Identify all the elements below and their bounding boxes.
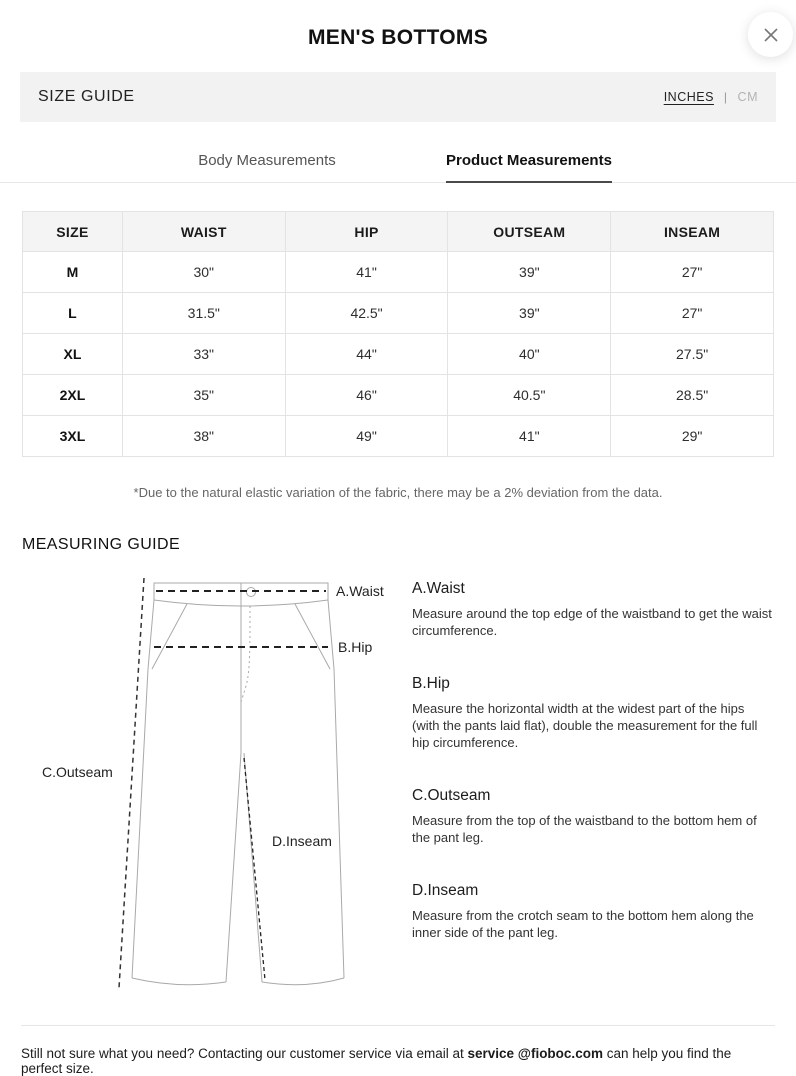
cell-inseam: 27" <box>611 293 774 334</box>
col-header-outseam: OUTSEAM <box>448 212 611 252</box>
col-header-waist: WAIST <box>122 212 285 252</box>
diagram-label-inseam: D.Inseam <box>272 833 332 849</box>
table-row <box>23 375 774 416</box>
close-icon <box>762 26 780 44</box>
guide-item-heading: C.Outseam <box>412 787 491 805</box>
cell-hip: 49" <box>285 416 448 457</box>
close-button[interactable] <box>748 12 793 57</box>
cell-outseam: 40.5" <box>448 375 611 416</box>
cell-inseam: 27" <box>611 252 774 293</box>
cell-inseam: 28.5" <box>611 375 774 416</box>
cell-outseam: 40" <box>448 334 611 375</box>
tab-product-measurements[interactable]: Product Measurements <box>398 152 660 182</box>
measuring-guide-section <box>22 570 774 1011</box>
cell-hip: 44" <box>285 334 448 375</box>
unit-separator: | <box>723 90 728 104</box>
diagram-label-outseam: C.Outseam <box>42 764 113 780</box>
cell-size: 2XL <box>23 375 123 416</box>
unit-toggle <box>664 90 758 104</box>
guide-item-heading: D.Inseam <box>412 882 479 900</box>
cell-hip: 41" <box>285 252 448 293</box>
cell-inseam: 29" <box>611 416 774 457</box>
cell-size: L <box>23 293 123 334</box>
modal-header <box>0 0 796 50</box>
guide-item-description: Measure around the top edge of the waistband to get the waist circumference. <box>412 606 772 638</box>
outseam-measure-line <box>119 578 144 988</box>
pants-diagram <box>22 570 404 1011</box>
guide-item-inseam <box>412 882 774 941</box>
left-inner-seam <box>226 753 241 982</box>
unit-inches[interactable]: INCHES <box>663 90 714 104</box>
diagram-label-hip: B.Hip <box>338 639 373 655</box>
pants-diagram-svg <box>22 570 404 1006</box>
size-guide-bar <box>20 72 776 122</box>
guide-item-description: Measure from the top of the waistband to the bottom hem of the pant leg. <box>412 813 757 845</box>
cell-waist: 31.5" <box>122 293 285 334</box>
footer-text-before: Still not sure what you need? Contacting our customer service via email at <box>21 1046 468 1061</box>
measurement-tabs <box>0 152 796 183</box>
guide-item-waist <box>412 580 774 639</box>
right-hem <box>262 978 344 985</box>
customer-service-footer <box>21 1025 775 1076</box>
table-row <box>23 252 774 293</box>
guide-item-outseam <box>412 787 774 846</box>
fly-seam <box>241 606 250 702</box>
cell-waist: 38" <box>122 416 285 457</box>
guide-item-hip <box>412 675 774 751</box>
size-guide-title: SIZE GUIDE <box>38 88 135 105</box>
right-side-seam <box>328 600 344 978</box>
cell-waist: 35" <box>122 375 285 416</box>
cell-size: M <box>23 252 123 293</box>
cell-waist: 33" <box>122 334 285 375</box>
table-header-row <box>23 212 774 252</box>
guide-item-description: Measure from the crotch seam to the bottom hem along the inner side of the pant leg. <box>412 908 754 940</box>
col-header-inseam: INSEAM <box>611 212 774 252</box>
table-row <box>23 293 774 334</box>
footer-email: service @fioboc.com <box>467 1046 603 1061</box>
col-header-hip: HIP <box>285 212 448 252</box>
cell-waist: 30" <box>122 252 285 293</box>
table-row <box>23 416 774 457</box>
right-pocket-seam <box>295 604 330 669</box>
size-table <box>22 211 774 457</box>
footer-text-after: can help you find the perfect size. <box>21 1046 732 1076</box>
cell-inseam: 27.5" <box>611 334 774 375</box>
left-side-seam <box>132 600 154 978</box>
tab-body-measurements[interactable]: Body Measurements <box>198 152 336 169</box>
col-header-size: SIZE <box>23 212 123 252</box>
cell-outseam: 41" <box>448 416 611 457</box>
cell-size: 3XL <box>23 416 123 457</box>
measuring-guide-descriptions <box>404 570 774 1011</box>
guide-item-heading: B.Hip <box>412 675 450 693</box>
diagram-label-waist: A.Waist <box>336 583 384 599</box>
guide-item-heading: A.Waist <box>412 580 465 597</box>
cell-outseam: 39" <box>448 293 611 334</box>
guide-item-description: Measure the horizontal width at the widest part of the hips (with the pants laid flat), double the measurement for the full hip circumference. <box>412 701 758 750</box>
page-title: MEN'S BOTTOMS <box>307 26 488 49</box>
measuring-guide-title: MEASURING GUIDE <box>22 536 181 553</box>
unit-cm[interactable]: CM <box>737 90 758 104</box>
cell-size: XL <box>23 334 123 375</box>
cell-hip: 46" <box>285 375 448 416</box>
left-pocket-seam <box>152 604 187 669</box>
cell-outseam: 39" <box>448 252 611 293</box>
deviation-footnote: *Due to the natural elastic variation of the fabric, there may be a 2% deviation from the data. <box>133 485 663 500</box>
left-hem <box>132 978 226 985</box>
cell-hip: 42.5" <box>285 293 448 334</box>
table-row <box>23 334 774 375</box>
